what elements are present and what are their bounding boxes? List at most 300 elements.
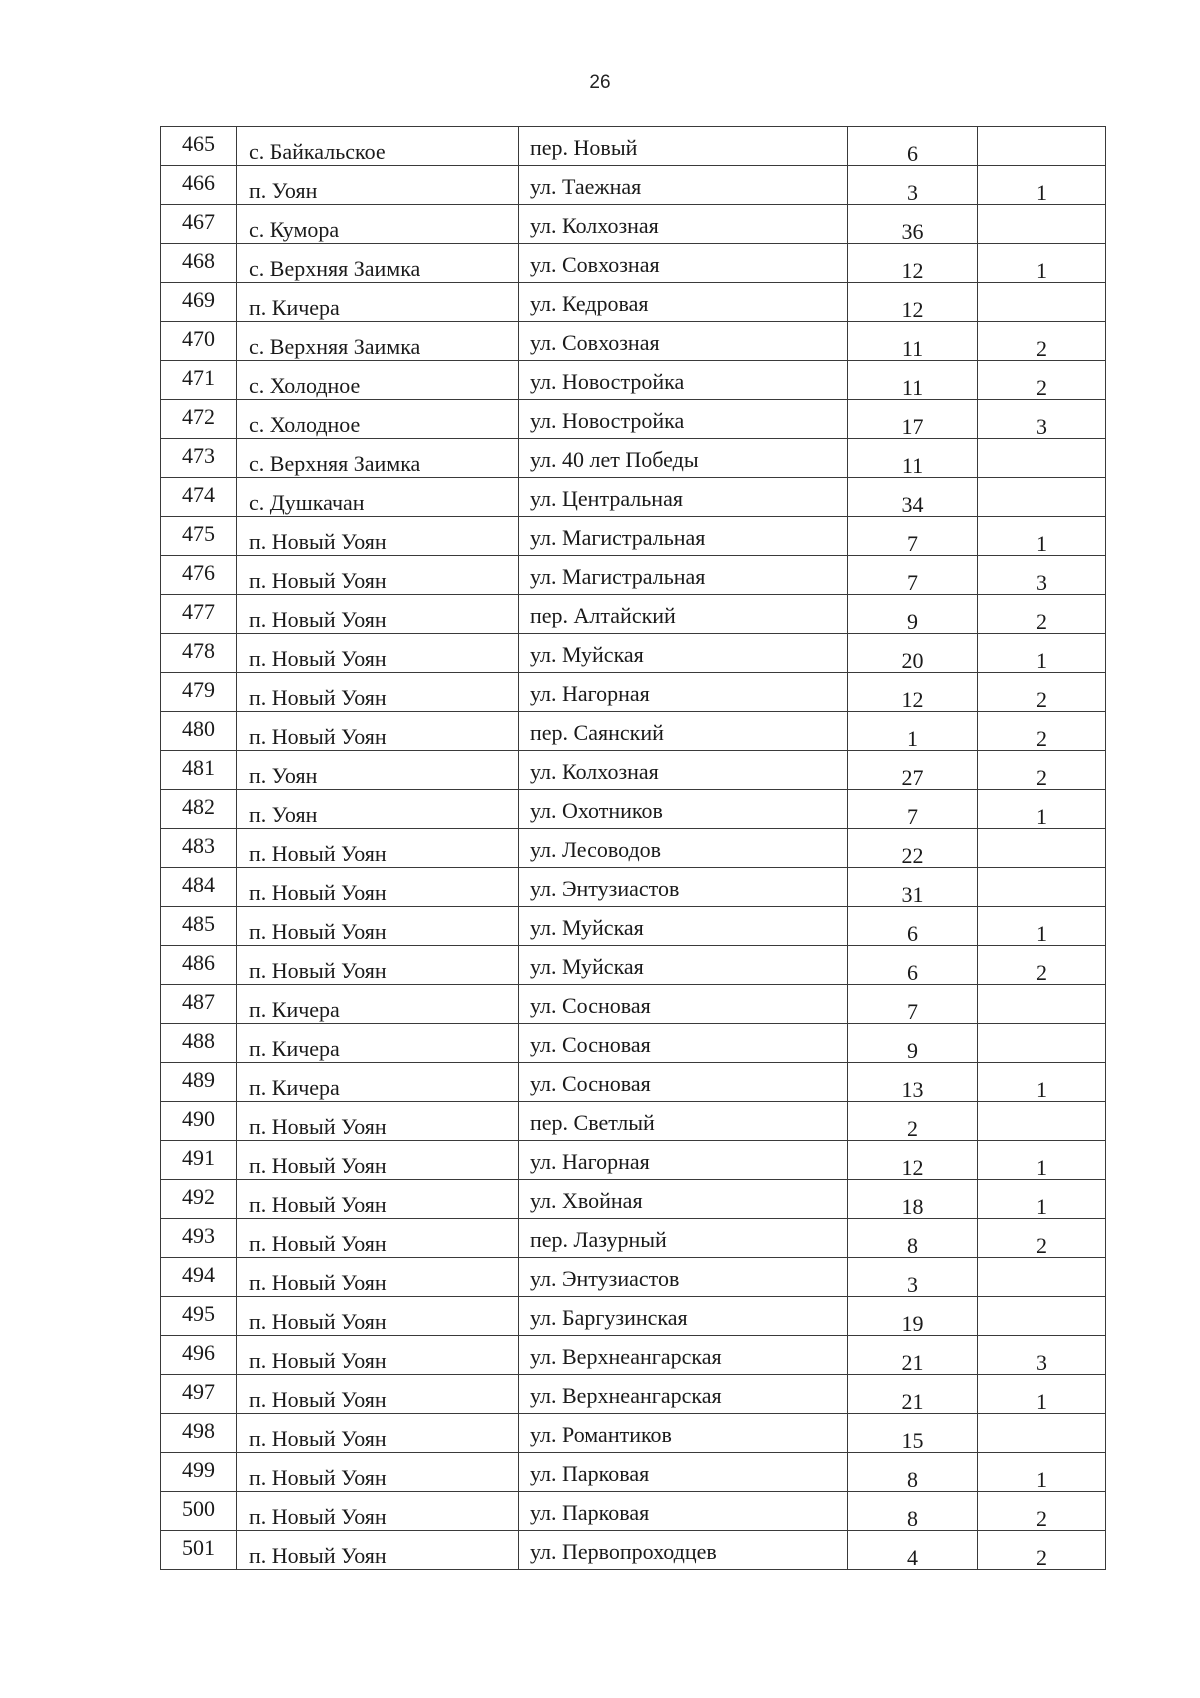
row-number-cell-text: 491 — [182, 1145, 215, 1170]
street-cell — [519, 595, 848, 634]
street-cell-text: ул. Энтузиастов — [530, 876, 680, 901]
street-cell — [519, 556, 848, 595]
row-number-cell — [161, 478, 237, 517]
locality-cell-text: п. Новый Уоян — [249, 1387, 387, 1412]
apartment-number-cell — [978, 205, 1106, 244]
street-cell — [519, 244, 848, 283]
house-number-cell-text: 21 — [901, 1389, 924, 1414]
street-cell-text: ул. Магистральная — [530, 564, 706, 589]
locality-cell-text: с. Холодное — [249, 373, 361, 398]
apartment-number-cell-text: 3 — [1036, 570, 1047, 595]
house-number-cell — [848, 1297, 978, 1336]
street-cell-text: ул. Муйская — [530, 915, 644, 940]
locality-cell — [237, 1141, 519, 1180]
apartment-number-cell — [978, 556, 1106, 595]
row-number-cell — [161, 1258, 237, 1297]
house-number-cell — [848, 1102, 978, 1141]
house-number-cell-text: 11 — [901, 375, 924, 400]
apartment-number-cell — [978, 1063, 1106, 1102]
house-number-cell-text: 9 — [907, 1038, 918, 1063]
row-number-cell — [161, 1453, 237, 1492]
house-number-cell-text: 8 — [907, 1467, 918, 1492]
street-cell-text: ул. Колхозная — [530, 213, 659, 238]
locality-cell — [237, 1024, 519, 1063]
street-cell — [519, 1063, 848, 1102]
row-number-cell-text: 484 — [182, 872, 215, 897]
locality-cell-text: п. Кичера — [249, 1075, 340, 1100]
table-row — [161, 634, 1106, 673]
locality-cell-text: п. Новый Уоян — [249, 1543, 387, 1568]
street-cell-text: ул. Магистральная — [530, 525, 706, 550]
row-number-cell — [161, 361, 237, 400]
apartment-number-cell-text: 1 — [1036, 258, 1047, 283]
apartment-number-cell-text: 2 — [1036, 687, 1047, 712]
row-number-cell-text: 465 — [182, 131, 215, 156]
row-number-cell-text: 468 — [182, 248, 215, 273]
apartment-number-cell — [978, 751, 1106, 790]
table-row — [161, 517, 1106, 556]
row-number-cell-text: 499 — [182, 1457, 215, 1482]
locality-cell-text: п. Новый Уоян — [249, 685, 387, 710]
street-cell-text: ул. Нагорная — [530, 681, 650, 706]
row-number-cell — [161, 205, 237, 244]
locality-cell — [237, 322, 519, 361]
locality-cell-text: п. Новый Уоян — [249, 1426, 387, 1451]
table-row — [161, 322, 1106, 361]
row-number-cell-text: 500 — [182, 1496, 215, 1521]
locality-cell — [237, 907, 519, 946]
apartment-number-cell — [978, 1024, 1106, 1063]
row-number-cell — [161, 1336, 237, 1375]
locality-cell-text: п. Новый Уоян — [249, 841, 387, 866]
row-number-cell — [161, 946, 237, 985]
table-row — [161, 439, 1106, 478]
house-number-cell-text: 20 — [901, 648, 924, 673]
locality-cell-text: с. Верхняя Заимка — [249, 256, 421, 281]
table-row — [161, 1492, 1106, 1531]
street-cell — [519, 1180, 848, 1219]
row-number-cell-text: 479 — [182, 677, 215, 702]
apartment-number-cell-text: 1 — [1036, 921, 1047, 946]
table-row — [161, 1531, 1106, 1570]
house-number-cell — [848, 439, 978, 478]
locality-cell-text: п. Новый Уоян — [249, 880, 387, 905]
row-number-cell-text: 483 — [182, 833, 215, 858]
row-number-cell — [161, 1531, 237, 1570]
row-number-cell — [161, 790, 237, 829]
locality-cell-text: п. Новый Уоян — [249, 1192, 387, 1217]
row-number-cell — [161, 1219, 237, 1258]
apartment-number-cell — [978, 283, 1106, 322]
house-number-cell — [848, 166, 978, 205]
locality-cell-text: п. Уоян — [249, 802, 318, 827]
locality-cell — [237, 166, 519, 205]
row-number-cell-text: 494 — [182, 1262, 215, 1287]
apartment-number-cell-text: 2 — [1036, 1545, 1047, 1570]
apartment-number-cell — [978, 322, 1106, 361]
locality-cell — [237, 712, 519, 751]
locality-cell — [237, 1219, 519, 1258]
apartment-number-cell-text: 1 — [1036, 1194, 1047, 1219]
street-cell — [519, 634, 848, 673]
locality-cell-text: п. Новый Уоян — [249, 529, 387, 554]
row-number-cell-text: 476 — [182, 560, 215, 585]
house-number-cell — [848, 400, 978, 439]
apartment-number-cell — [978, 244, 1106, 283]
row-number-cell — [161, 829, 237, 868]
locality-cell-text: п. Уоян — [249, 763, 318, 788]
table-row — [161, 790, 1106, 829]
house-number-cell-text: 7 — [907, 531, 918, 556]
street-cell-text: ул. Новостройка — [530, 408, 685, 433]
apartment-number-cell — [978, 829, 1106, 868]
locality-cell — [237, 1258, 519, 1297]
house-number-cell — [848, 556, 978, 595]
row-number-cell-text: 472 — [182, 404, 215, 429]
apartment-number-cell — [978, 1492, 1106, 1531]
row-number-cell — [161, 439, 237, 478]
table-row — [161, 907, 1106, 946]
row-number-cell-text: 490 — [182, 1106, 215, 1131]
house-number-cell — [848, 322, 978, 361]
row-number-cell — [161, 1297, 237, 1336]
row-number-cell-text: 467 — [182, 209, 215, 234]
house-number-cell-text: 19 — [901, 1311, 924, 1336]
house-number-cell-text: 27 — [901, 765, 924, 790]
row-number-cell-text: 477 — [182, 599, 215, 624]
locality-cell-text: п. Новый Уоян — [249, 607, 387, 632]
locality-cell — [237, 985, 519, 1024]
house-number-cell — [848, 127, 978, 166]
apartment-number-cell — [978, 712, 1106, 751]
table-row — [161, 946, 1106, 985]
row-number-cell-text: 488 — [182, 1028, 215, 1053]
apartment-number-cell — [978, 907, 1106, 946]
apartment-number-cell-text: 2 — [1036, 336, 1047, 361]
street-cell-text: ул. Новостройка — [530, 369, 685, 394]
row-number-cell — [161, 1492, 237, 1531]
street-cell-text: ул. Нагорная — [530, 1149, 650, 1174]
row-number-cell — [161, 634, 237, 673]
apartment-number-cell-text: 2 — [1036, 609, 1047, 634]
table-row — [161, 361, 1106, 400]
row-number-cell-text: 473 — [182, 443, 215, 468]
table-row — [161, 829, 1106, 868]
locality-cell-text: с. Холодное — [249, 412, 361, 437]
street-cell-text: ул. Энтузиастов — [530, 1266, 680, 1291]
row-number-cell-text: 469 — [182, 287, 215, 312]
apartment-number-cell — [978, 1375, 1106, 1414]
row-number-cell — [161, 712, 237, 751]
locality-cell-text: п. Новый Уоян — [249, 1231, 387, 1256]
row-number-cell — [161, 1102, 237, 1141]
locality-cell — [237, 244, 519, 283]
street-cell — [519, 361, 848, 400]
locality-cell-text: п. Новый Уоян — [249, 724, 387, 749]
row-number-cell-text: 475 — [182, 521, 215, 546]
house-number-cell — [848, 1063, 978, 1102]
house-number-cell-text: 12 — [901, 687, 924, 712]
house-number-cell-text: 12 — [901, 258, 924, 283]
street-cell — [519, 205, 848, 244]
house-number-cell-text: 17 — [901, 414, 924, 439]
locality-cell-text: п. Новый Уоян — [249, 1348, 387, 1373]
row-number-cell-text: 498 — [182, 1418, 215, 1443]
locality-cell-text: п. Новый Уоян — [249, 919, 387, 944]
house-number-cell — [848, 283, 978, 322]
row-number-cell — [161, 985, 237, 1024]
house-number-cell-text: 9 — [907, 609, 918, 634]
street-cell-text: ул. Сосновая — [530, 1032, 651, 1057]
apartment-number-cell-text: 2 — [1036, 375, 1047, 400]
locality-cell — [237, 1180, 519, 1219]
row-number-cell-text: 470 — [182, 326, 215, 351]
row-number-cell — [161, 1024, 237, 1063]
street-cell — [519, 1492, 848, 1531]
house-number-cell-text: 21 — [901, 1350, 924, 1375]
table-row — [161, 673, 1106, 712]
house-number-cell-text: 6 — [907, 921, 918, 946]
apartment-number-cell — [978, 478, 1106, 517]
row-number-cell — [161, 283, 237, 322]
locality-cell-text: п. Новый Уоян — [249, 1465, 387, 1490]
table-row — [161, 127, 1106, 166]
house-number-cell-text: 2 — [907, 1116, 918, 1141]
locality-cell — [237, 1492, 519, 1531]
table-row — [161, 1414, 1106, 1453]
house-number-cell-text: 8 — [907, 1506, 918, 1531]
apartment-number-cell — [978, 868, 1106, 907]
street-cell-text: ул. Совхозная — [530, 330, 660, 355]
locality-cell — [237, 400, 519, 439]
row-number-cell — [161, 400, 237, 439]
house-number-cell — [848, 634, 978, 673]
street-cell-text: пер. Алтайский — [530, 603, 676, 628]
row-number-cell — [161, 127, 237, 166]
street-cell-text: ул. Сосновая — [530, 1071, 651, 1096]
row-number-cell-text: 481 — [182, 755, 215, 780]
apartment-number-cell — [978, 361, 1106, 400]
house-number-cell-text: 12 — [901, 297, 924, 322]
locality-cell-text: п. Кичера — [249, 997, 340, 1022]
table-row — [161, 1297, 1106, 1336]
house-number-cell-text: 6 — [907, 141, 918, 166]
street-cell-text: пер. Саянский — [530, 720, 664, 745]
street-cell — [519, 166, 848, 205]
apartment-number-cell-text: 1 — [1036, 1467, 1047, 1492]
house-number-cell — [848, 1141, 978, 1180]
street-cell — [519, 1336, 848, 1375]
apartment-number-cell-text: 1 — [1036, 531, 1047, 556]
locality-cell-text: п. Новый Уоян — [249, 1309, 387, 1334]
apartment-number-cell — [978, 985, 1106, 1024]
house-number-cell — [848, 595, 978, 634]
house-number-cell — [848, 673, 978, 712]
apartment-number-cell-text: 1 — [1036, 1077, 1047, 1102]
house-number-cell — [848, 1531, 978, 1570]
house-number-cell — [848, 985, 978, 1024]
locality-cell — [237, 478, 519, 517]
table-row — [161, 1219, 1106, 1258]
row-number-cell — [161, 907, 237, 946]
house-number-cell — [848, 1453, 978, 1492]
street-cell-text: ул. Хвойная — [530, 1188, 643, 1213]
street-cell — [519, 1453, 848, 1492]
row-number-cell-text: 492 — [182, 1184, 215, 1209]
house-number-cell-text: 8 — [907, 1233, 918, 1258]
house-number-cell — [848, 829, 978, 868]
street-cell — [519, 439, 848, 478]
apartment-number-cell — [978, 517, 1106, 556]
street-cell — [519, 829, 848, 868]
table-row — [161, 166, 1106, 205]
house-number-cell — [848, 205, 978, 244]
table-row — [161, 205, 1106, 244]
street-cell — [519, 1258, 848, 1297]
row-number-cell-text: 474 — [182, 482, 215, 507]
row-number-cell — [161, 556, 237, 595]
house-number-cell-text: 12 — [901, 1155, 924, 1180]
table-row — [161, 1258, 1106, 1297]
table-row — [161, 751, 1106, 790]
apartment-number-cell — [978, 595, 1106, 634]
house-number-cell — [848, 1336, 978, 1375]
house-number-cell-text: 36 — [901, 219, 924, 244]
house-number-cell — [848, 1219, 978, 1258]
street-cell — [519, 985, 848, 1024]
street-cell-text: ул. Таежная — [530, 174, 642, 199]
street-cell-text: пер. Лазурный — [530, 1227, 667, 1252]
locality-cell — [237, 1414, 519, 1453]
street-cell — [519, 946, 848, 985]
locality-cell — [237, 868, 519, 907]
locality-cell — [237, 829, 519, 868]
street-cell-text: ул. Центральная — [530, 486, 683, 511]
row-number-cell-text: 501 — [182, 1535, 215, 1560]
street-cell — [519, 907, 848, 946]
table-row — [161, 556, 1106, 595]
house-number-cell-text: 3 — [907, 1272, 918, 1297]
apartment-number-cell-text: 1 — [1036, 1389, 1047, 1414]
street-cell — [519, 673, 848, 712]
street-cell-text: пер. Светлый — [530, 1110, 655, 1135]
street-cell-text: ул. Колхозная — [530, 759, 659, 784]
locality-cell — [237, 1531, 519, 1570]
apartment-number-cell — [978, 634, 1106, 673]
apartment-number-cell-text: 2 — [1036, 726, 1047, 751]
street-cell-text: ул. Муйская — [530, 954, 644, 979]
row-number-cell-text: 487 — [182, 989, 215, 1014]
locality-cell — [237, 634, 519, 673]
street-cell — [519, 1024, 848, 1063]
street-cell — [519, 1102, 848, 1141]
street-cell — [519, 517, 848, 556]
apartment-number-cell-text: 1 — [1036, 804, 1047, 829]
apartment-number-cell — [978, 1180, 1106, 1219]
table-row — [161, 244, 1106, 283]
house-number-cell — [848, 1180, 978, 1219]
locality-cell — [237, 517, 519, 556]
locality-cell — [237, 1063, 519, 1102]
street-cell-text: ул. Верхнеангарская — [530, 1344, 722, 1369]
locality-cell-text: п. Новый Уоян — [249, 1114, 387, 1139]
street-cell-text: ул. Сосновая — [530, 993, 651, 1018]
street-cell — [519, 127, 848, 166]
apartment-number-cell — [978, 1336, 1106, 1375]
table-row — [161, 1063, 1106, 1102]
house-number-cell-text: 11 — [901, 336, 924, 361]
locality-cell-text: п. Новый Уоян — [249, 1270, 387, 1295]
house-number-cell — [848, 790, 978, 829]
apartment-number-cell-text: 3 — [1036, 1350, 1047, 1375]
apartment-number-cell — [978, 1414, 1106, 1453]
apartment-number-cell-text: 2 — [1036, 960, 1047, 985]
row-number-cell — [161, 751, 237, 790]
row-number-cell-text: 485 — [182, 911, 215, 936]
row-number-cell — [161, 1141, 237, 1180]
apartment-number-cell — [978, 1297, 1106, 1336]
locality-cell-text: п. Новый Уоян — [249, 646, 387, 671]
street-cell — [519, 1219, 848, 1258]
apartment-number-cell-text: 2 — [1036, 765, 1047, 790]
apartment-number-cell-text: 1 — [1036, 648, 1047, 673]
house-number-cell-text: 13 — [901, 1077, 924, 1102]
apartment-number-cell — [978, 673, 1106, 712]
house-number-cell — [848, 1414, 978, 1453]
locality-cell-text: с. Кумора — [249, 217, 340, 242]
table-row — [161, 478, 1106, 517]
table-row — [161, 595, 1106, 634]
street-cell — [519, 1375, 848, 1414]
row-number-cell-text: 489 — [182, 1067, 215, 1092]
locality-cell — [237, 1453, 519, 1492]
row-number-cell — [161, 322, 237, 361]
row-number-cell — [161, 1414, 237, 1453]
apartment-number-cell-text: 1 — [1036, 180, 1047, 205]
locality-cell-text: п. Кичера — [249, 295, 340, 320]
house-number-cell — [848, 361, 978, 400]
house-number-cell-text: 7 — [907, 804, 918, 829]
locality-cell-text: п. Уоян — [249, 178, 318, 203]
apartment-number-cell-text: 2 — [1036, 1233, 1047, 1258]
street-cell — [519, 712, 848, 751]
row-number-cell — [161, 595, 237, 634]
row-number-cell-text: 478 — [182, 638, 215, 663]
street-cell-text: ул. Баргузинская — [530, 1305, 688, 1330]
apartment-number-cell — [978, 1531, 1106, 1570]
house-number-cell-text: 3 — [907, 180, 918, 205]
row-number-cell-text: 497 — [182, 1379, 215, 1404]
locality-cell — [237, 790, 519, 829]
locality-cell — [237, 439, 519, 478]
row-number-cell — [161, 673, 237, 712]
locality-cell — [237, 361, 519, 400]
street-cell — [519, 1531, 848, 1570]
apartment-number-cell-text: 3 — [1036, 414, 1047, 439]
apartment-number-cell — [978, 946, 1106, 985]
house-number-cell — [848, 907, 978, 946]
street-cell-text: ул. Совхозная — [530, 252, 660, 277]
street-cell — [519, 1414, 848, 1453]
locality-cell — [237, 751, 519, 790]
apartment-number-cell — [978, 1141, 1106, 1180]
street-cell-text: ул. Лесоводов — [530, 837, 662, 862]
table-row — [161, 1336, 1106, 1375]
apartment-number-cell — [978, 790, 1106, 829]
apartment-number-cell — [978, 400, 1106, 439]
row-number-cell-text: 466 — [182, 170, 215, 195]
row-number-cell-text: 496 — [182, 1340, 215, 1365]
